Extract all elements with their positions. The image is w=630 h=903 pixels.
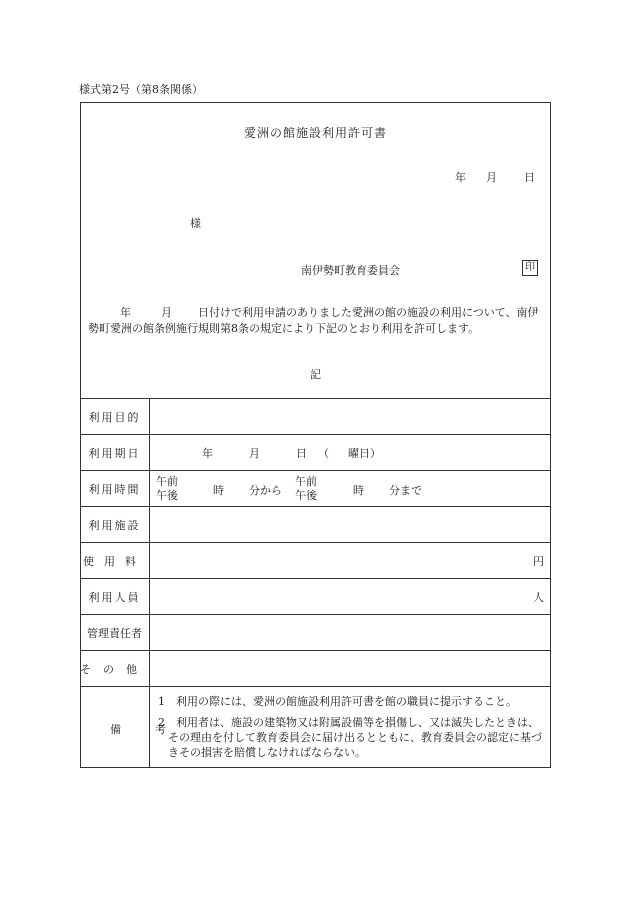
fee-unit: 円 [533,555,544,568]
time-end-until: 分まで [389,484,422,497]
time-end-am: 午前 [295,475,317,488]
row-rule [80,506,551,507]
row-rule [80,614,551,615]
addressee-suffix: 様 [190,217,201,230]
date-month-label: 月 [486,171,497,184]
label-column-divider [149,398,150,768]
time-start-hour: 時 [213,484,224,497]
row-rule [80,650,551,651]
row-rule [80,434,551,435]
date-day-label: 日 [524,171,535,184]
period-month: 月 [249,447,260,460]
table-top-rule [80,398,551,399]
row-label-people: 利用人員 [88,591,141,604]
row-label-period: 利用期日 [88,447,141,460]
row-label-fee: 使用料 [83,555,146,568]
statement-text: 日付けで利用申請のありました愛洲の館の施設の利用について、南伊勢町愛洲の館条例施行規則第8条の規定により下記のとおり利用を許可します。 [88,306,539,335]
remark-1: 1 利用の際には、愛洲の館施設利用許可書を館の職員に提示すること。 [158,695,517,708]
row-rule [80,686,551,687]
row-label-facility: 利用施設 [88,519,141,532]
row-label-remarks: 備考 [110,723,200,736]
time-start-from: 分から [249,484,282,497]
people-unit: 人 [533,591,544,604]
statement-month: 月 [161,306,172,319]
permit-statement [88,305,548,337]
date-year-label: 年 [455,171,466,184]
time-end-hour: 時 [353,484,364,497]
time-end-pm: 午後 [295,489,317,502]
row-label-other: その他 [80,663,149,676]
row-rule [80,578,551,579]
row-label-manager: 管理責任者 [87,627,142,640]
period-paren-open: （ [318,447,329,460]
issuer-name: 南伊勢町教育委員会 [301,264,400,277]
period-weekday: 曜日） [348,447,381,460]
form-number: 様式第2号（第8条関係） [79,83,203,96]
row-rule [80,470,551,471]
period-year: 年 [202,447,213,460]
ki-heading: 記 [310,368,321,381]
period-day: 日 [296,447,307,460]
statement-year: 年 [120,306,131,319]
remark-2: 2 利用者は、施設の建築物又は附属設備等を損傷し、又は滅失したときは、その理由を付して教育委員会に届け出るとともに、教育委員会の認定に基づきその損害を賠償しなければならない。 [158,716,542,759]
row-label-time: 利用時間 [88,483,141,496]
permit-form-frame [80,102,551,768]
row-rule [80,542,551,543]
document-title: 愛洲の館施設利用許可書 [243,126,387,140]
time-start-am: 午前 [156,475,178,488]
row-label-purpose: 利用目的 [88,411,141,424]
time-start-pm: 午後 [156,489,178,502]
seal-mark: 印 [522,260,538,276]
